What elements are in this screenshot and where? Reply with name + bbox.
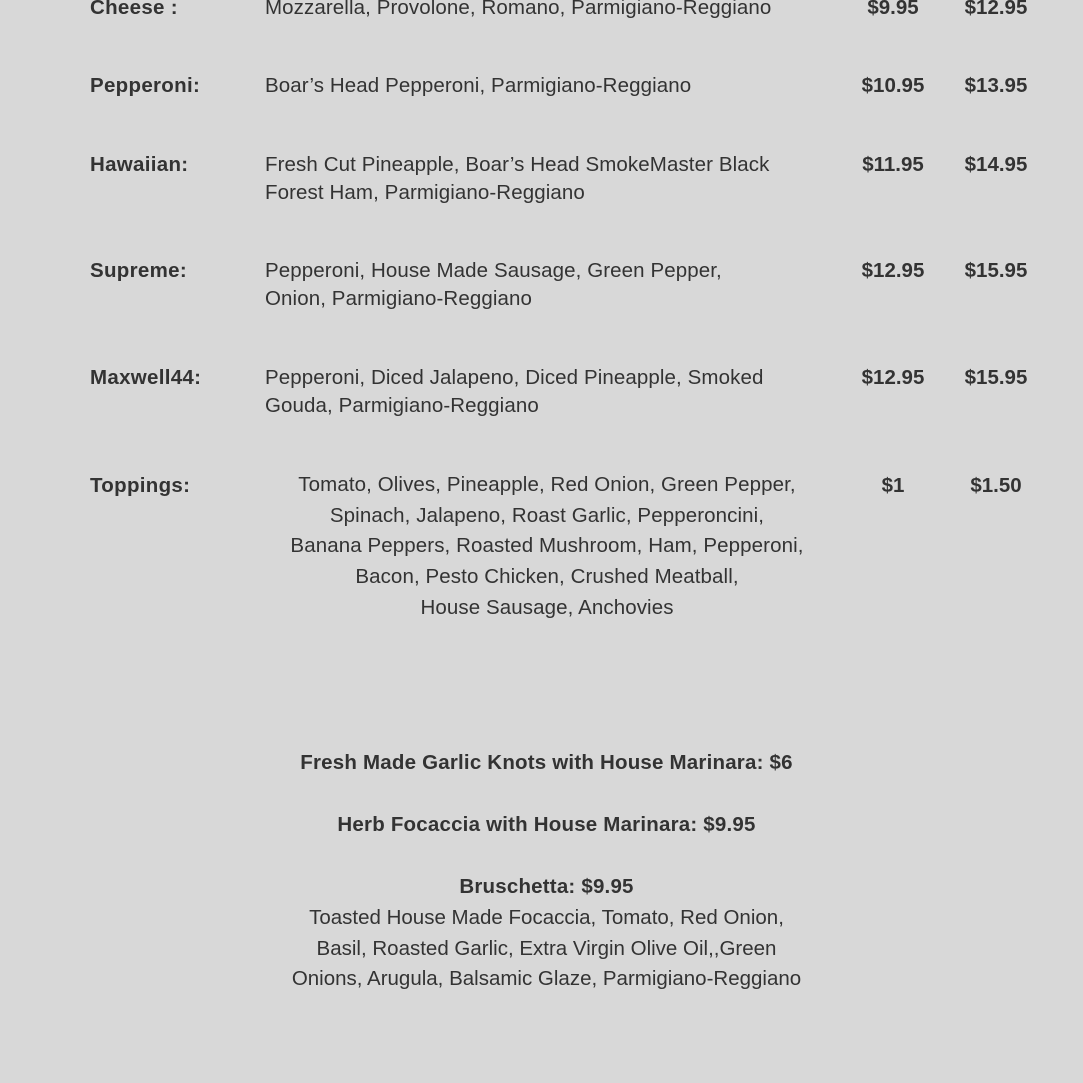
price-large: $13.95 [964,74,1028,97]
bruschetta-line: Toasted House Made Focaccia, Tomato, Red Onion, [309,906,784,929]
item-name: Maxwell44: [90,366,202,389]
price-small: $1 [881,474,905,497]
description-line: Mozzarella, Provolone, Romano, Parmigiano-Reggiano [265,0,772,19]
price-small: $12.95 [861,259,925,282]
toppings-line: Tomato, Olives, Pineapple, Red Onion, Green Pepper, [298,473,796,496]
item-description [265,364,845,420]
price-small: $9.95 [867,0,919,19]
focaccia-item: Herb Focaccia with House Marinara: $9.95 [337,813,756,836]
toppings-line: Banana Peppers, Roasted Mushroom, Ham, Pepperoni, [290,534,804,558]
item-name: Toppings: [90,474,191,497]
item-name: Cheese : [90,0,178,19]
bruschetta-line: Onions, Arugula, Balsamic Glaze, Parmigiano-Reggiano [291,967,802,991]
price-large: $14.95 [964,153,1028,176]
description-line: Forest Ham, Parmigiano-Reggiano [265,181,585,204]
bruschetta-description [250,903,843,995]
bruschetta-title: Bruschetta: $9.95 [459,875,634,898]
description-line: Gouda, Parmigiano-Reggiano [265,394,539,417]
item-description [265,72,845,100]
price-large: $12.95 [964,0,1028,19]
description-line: Fresh Cut Pineapple, Boar’s Head SmokeMaster Black [265,153,770,176]
description-line: Pepperoni, Diced Jalapeno, Diced Pineapple, Smoked [265,366,764,389]
item-description [265,257,845,313]
price-large: $15.95 [964,366,1028,389]
bruschetta-line: Basil, Roasted Garlic, Extra Virgin Olive Oil,,Green [316,936,777,960]
garlic-knots-item: Fresh Made Garlic Knots with House Marinara: $6 [300,751,793,774]
price-small: $11.95 [862,153,924,176]
price-small: $10.95 [861,74,925,97]
toppings-line: Bacon, Pesto Chicken, Crushed Meatball, [355,565,739,589]
item-description [265,0,845,22]
description-line: Pepperoni, House Made Sausage, Green Pepper, [265,259,722,282]
price-large: $15.95 [964,259,1028,282]
item-name: Hawaiian: [90,153,189,176]
item-name: Supreme: [90,259,187,282]
toppings-list [265,470,829,624]
item-description [265,151,845,207]
description-line: Onion, Parmigiano-Reggiano [265,287,532,310]
price-large: $1.50 [970,474,1022,497]
item-name: Pepperoni: [90,74,201,97]
description-line: Boar’s Head Pepperoni, Parmigiano-Reggiano [265,74,692,97]
price-small: $12.95 [861,366,925,389]
toppings-line: House Sausage, Anchovies [420,595,674,619]
toppings-line: Spinach, Jalapeno, Roast Garlic, Pepperoncini, [329,503,765,527]
